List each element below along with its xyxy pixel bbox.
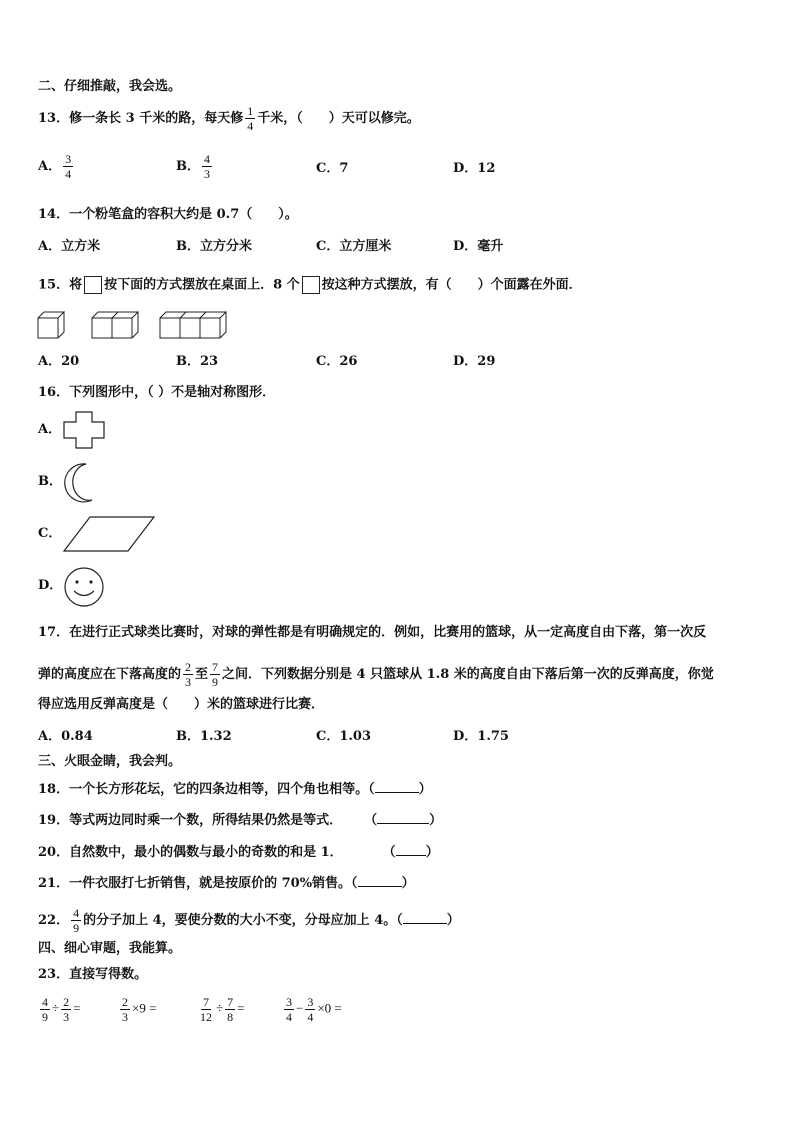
answer-blank[interactable] (377, 811, 429, 824)
q14-option-c[interactable]: C．立方厘米 (316, 239, 392, 254)
question-19: 19．等式两边同时乘一个数，所得结果仍然是等式． （ ） (38, 813, 443, 828)
answer-blank[interactable] (403, 911, 447, 924)
section-2-title: 二、仔细推敲，我会选。 (38, 79, 182, 94)
smiley-face-icon (62, 566, 106, 608)
q13-length: 3 (125, 111, 135, 126)
q15-option-a[interactable]: A．20 (38, 354, 80, 369)
question-17-line-3: 得应选用反弹高度是（ ）米的篮球进行比赛． (38, 697, 325, 712)
cube-icon (84, 276, 102, 294)
q16-option-a[interactable]: A． (38, 422, 62, 437)
q16-option-b[interactable]: B． (38, 474, 62, 489)
calc-item-2: $\frac{2}{3}$ ×9 = (122, 995, 157, 1024)
question-22: 22． $\frac{4}{9}$ 的分子加上 4，要使分数的大小不变，分母应加上 4。（ ） (38, 906, 460, 935)
question-20: 20．自然数中，最小的偶数与最小的奇数的和是 1． （ ） (38, 845, 439, 860)
q17-option-a[interactable]: A．0.84 (38, 729, 93, 744)
question-17-line-1: 17．在进行正式球类比赛时，对球的弹性都是有明确规定的．例如，比赛用的篮球，从一定高度自由下落，第一次反 (38, 625, 707, 640)
question-15: 15．将 按下面的方式摆放在桌面上．8 个 按这种方式摆放，有（ ）个面露在外面． (38, 277, 582, 293)
crescent-moon-icon (62, 462, 96, 504)
q13-number: 13． (38, 111, 70, 126)
answer-blank[interactable] (358, 874, 402, 887)
section-3-title: 三、火眼金睛，我会判。 (38, 754, 182, 769)
q16-option-c[interactable]: C． (38, 526, 62, 541)
q13-option-b[interactable]: B． $\frac{4}{3}$ (176, 152, 210, 181)
q13-option-c[interactable]: C．7 (316, 161, 349, 176)
q17-option-c[interactable]: C．1.03 (316, 729, 372, 744)
cube-arrangement-figures (36, 310, 236, 340)
section-4-title: 四、细心审题，我能算。 (38, 941, 182, 956)
question-16: 16．下列图形中，（ ）不是轴对称图形． (38, 385, 276, 400)
q14-option-a[interactable]: A．立方米 (38, 239, 101, 254)
question-23: 23．直接写得数。 (38, 967, 148, 982)
q13-text-c: 千米，（ ）天可以修完。 (257, 111, 420, 126)
q13-fraction: $\frac{1}{4}$ (247, 104, 254, 133)
calc-item-1: $\frac{4}{9}$ ÷ $\frac{2}{3}$ = (42, 995, 81, 1024)
question-17-line-2: 弹的高度应在下落高度的 $\frac{2}{3}$ 至 $\frac{7}{9}$ 之间．下列数据分别是 4 只篮球从 1.8 米的高度自由下落后第一次的反弹高度，你觉 (38, 660, 714, 689)
q15-option-c[interactable]: C．26 (316, 354, 358, 369)
q17-option-d[interactable]: D．1.75 (453, 729, 509, 744)
parallelogram-icon (62, 514, 158, 554)
q13-option-d[interactable]: D．12 (453, 161, 496, 176)
question-18: 18．一个长方形花坛，它的四条边相等，四个角也相等。（ ） (38, 782, 432, 797)
question-21: 21．一件衣服打七折销售，就是按原价的 70%销售。（ ） (38, 876, 415, 891)
q14-option-b[interactable]: B．立方分米 (176, 239, 252, 254)
q15-option-d[interactable]: D．29 (453, 354, 496, 369)
question-13 (38, 104, 420, 133)
cross-shape-icon (62, 410, 106, 450)
question-14: 14．一个粉笔盒的容积大约是 0.7（ ）。 (38, 207, 298, 222)
q14-option-d[interactable]: D．毫升 (453, 239, 504, 254)
q13-text-b: 千米的路，每天修 (139, 111, 244, 126)
calc-item-3: $\frac{7}{12}$ ÷ $\frac{7}{8}$ = (200, 995, 245, 1024)
q15-option-b[interactable]: B．23 (176, 354, 219, 369)
q13-option-a[interactable]: A． $\frac{3}{4}$ (38, 152, 72, 181)
answer-blank[interactable] (375, 780, 419, 793)
q13-text-a: 修一条长 (69, 111, 122, 126)
cube-icon (302, 276, 320, 294)
answer-blank[interactable] (396, 843, 426, 856)
q16-option-d[interactable]: D． (38, 578, 63, 593)
q17-option-b[interactable]: B．1.32 (176, 729, 232, 744)
calc-item-4: $\frac{3}{4}$ − $\frac{3}{4}$ ×0 = (286, 995, 342, 1024)
